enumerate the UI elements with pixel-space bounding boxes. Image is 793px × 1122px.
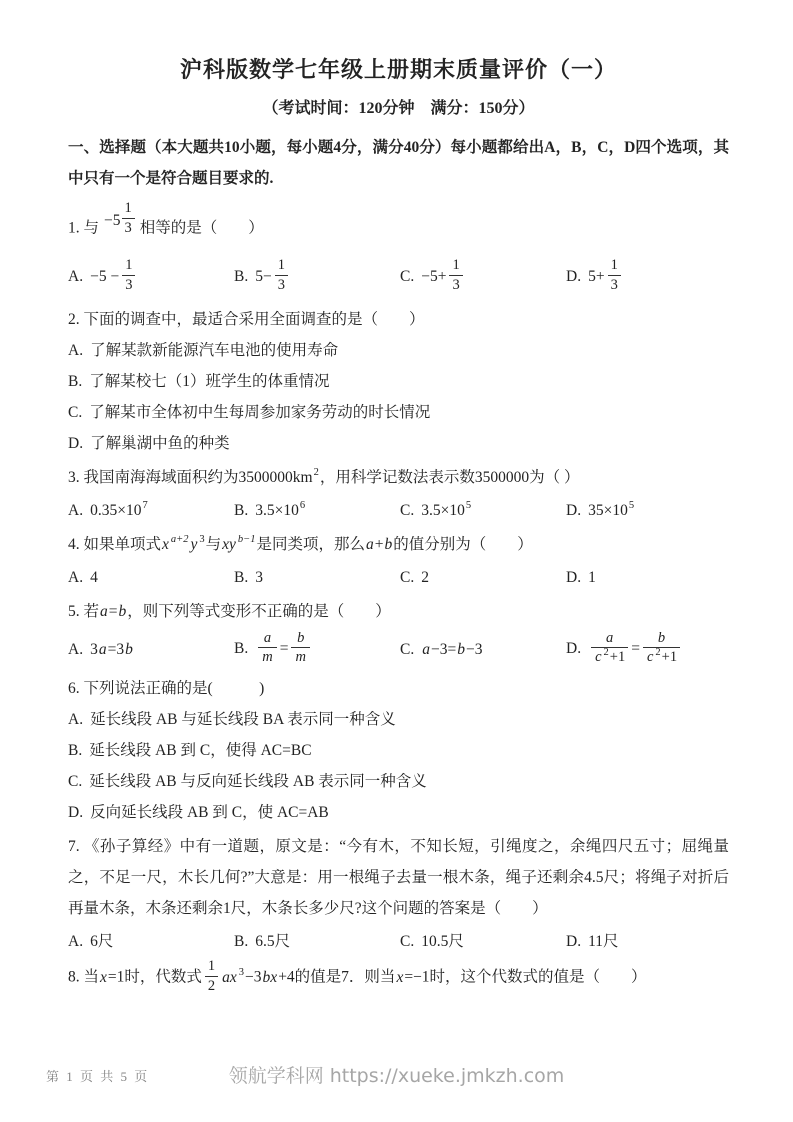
superscript: 3 [238,966,245,978]
question-stem [68,197,729,247]
option-content [90,804,329,821]
math-variable: a [100,602,108,620]
text-segment: 反向延长线段 AB 到 C，使 AC=AB [90,804,329,822]
fraction-numerator [258,630,276,648]
math-variable: x [100,968,107,986]
option-content [89,373,329,390]
option-content [588,569,596,586]
option-label: C. [400,501,415,519]
fraction-denominator: 3 [122,275,135,294]
option-label: B. [234,640,249,658]
page-title: 沪科版数学七年级上册期末质量评价（一） [179,57,617,82]
options [68,926,729,957]
option-content [90,435,230,452]
math-variable: a [422,641,430,659]
option-content [90,342,338,359]
option-label: C. [400,641,415,659]
text-segment: = [108,602,118,620]
text-segment: −5 − [90,268,120,286]
option-content [588,257,624,294]
option-content [255,933,290,950]
text-segment: 延长线段 AB 到 C，使得 AC=BC [89,742,312,760]
option-content [421,641,482,658]
option-label: C. [68,773,83,791]
fraction-denominator: 3 [449,275,462,294]
superscript: 7 [142,499,148,511]
text-segment: ，用科学记数法表示数3500000为（ ） [319,468,580,486]
option-content [588,629,683,666]
math-variable: m [295,649,306,666]
text-segment: 5. 若 [68,602,100,620]
text-segment: 延长线段 AB 与反向延长线段 AB 表示同一种含义 [89,773,427,791]
option [566,926,729,957]
math-variable: ax [222,968,237,986]
section-heading: 一、选择题（本大题共10小题，每小题4分，满分40分）每小题都给出A，B，C，D四个选项，其中只有一个是符合题目要求的. [68,139,729,187]
option [68,428,729,459]
math-variable: a [98,641,107,659]
option-content [421,257,465,294]
option-label: A. [68,341,84,359]
text-segment: =3 [107,641,125,659]
options [68,259,729,295]
fraction-numerator: 1 [452,257,460,274]
option-content [90,499,149,519]
math-variable: b [125,641,133,659]
fraction-numerator [643,630,680,648]
option-label: A. [68,501,84,519]
option-content [255,629,313,666]
option-label: C. [400,568,415,586]
option-label: D. [68,434,84,452]
question-stem [68,462,729,493]
option [566,562,729,593]
option-label: D. [566,268,582,286]
text-segment: 是同类项，那么 [256,535,366,553]
question-stem [68,304,729,335]
text-segment: 35×10 [588,501,628,519]
fraction-denominator [258,647,276,666]
text-segment: 3.5×10 [421,501,465,519]
text-segment: =−1时，这个代数式的值是（ ） [404,968,647,986]
option-content [421,933,464,950]
option [68,335,729,366]
text-segment: 的值分别为（ ） [393,535,533,553]
questions-list [68,197,729,996]
question-stem [68,673,729,704]
option-content [90,641,134,658]
text-segment: = [631,640,640,658]
fraction [291,630,309,666]
question-stem [68,831,729,924]
option-content [255,569,263,586]
fraction-numerator: 1 [610,257,618,274]
text-segment: −3 [465,641,483,659]
question-q3 [68,462,729,526]
option [234,629,400,668]
question-q7 [68,831,729,957]
option-content [421,569,429,586]
fraction [449,257,462,293]
fraction [608,257,621,293]
text-segment: ，则下列等式变形不正确的是（ ） [127,602,391,620]
text-segment: 5+ [588,268,605,286]
option [566,259,729,295]
math-variable: b [118,602,127,620]
option [400,634,566,665]
option [566,495,729,526]
option-label: C. [400,268,415,286]
option [68,735,729,766]
math-variable: bx [262,968,278,986]
option-label: B. [68,742,83,760]
question-stem [68,529,729,560]
math-variable: b [457,641,465,659]
math-variable: xy [222,535,236,553]
math-variable: b [384,535,393,553]
option [68,495,234,526]
option [234,259,400,295]
option [400,259,566,295]
math-variable: a [366,535,374,553]
footer-page-number: 第 1 页 共 5 页 [46,1069,150,1084]
option-label: C. [400,933,415,951]
option-label: B. [234,268,249,286]
text-segment: 4 [90,568,98,586]
fraction [258,630,276,666]
text-segment: 10.5尺 [421,933,464,951]
option-content [90,711,396,728]
text-segment: + [374,535,384,553]
option-label: D. [566,640,582,658]
text-segment: 6. 下列说法正确的是( ) [68,680,265,698]
fraction [122,200,135,236]
superscript: 5 [465,499,472,511]
option [400,495,566,526]
text-segment: 3 [90,641,98,659]
math-variable: m [262,649,273,666]
options [68,495,729,526]
math-variable: c [595,649,602,666]
option-content [89,404,430,421]
text-segment: +1 [609,649,626,666]
question-q6 [68,673,729,828]
options [68,704,729,828]
option-content [255,257,291,294]
question-q2 [68,304,729,459]
mixed-number-whole: −5 [104,211,121,229]
option-content [588,933,618,950]
text-segment: 6.5尺 [255,933,291,951]
text-segment: =1时，代数式 [107,968,202,986]
option-label: C. [68,403,83,421]
option-content [90,257,138,294]
option [400,562,566,593]
options [68,562,729,593]
fraction [205,958,218,994]
text-segment: +1 [661,649,678,666]
option-label: B. [68,372,83,390]
text-segment: 3.5×10 [255,501,299,519]
option [234,562,400,593]
superscript: 2 [655,646,661,658]
math-variable: c [646,649,654,666]
text-segment: 1. 与 [68,219,100,237]
fraction-numerator [291,630,309,648]
text-segment: 8. 当 [68,968,100,986]
fraction-denominator [591,647,628,666]
text-segment: −5+ [421,268,447,286]
option [68,259,234,295]
fraction-numerator: 1 [125,257,133,274]
option-content [421,499,472,519]
fraction-denominator [291,647,309,666]
option [566,629,729,668]
fraction [643,630,680,666]
text-segment: +4的值是7．则当 [278,968,396,986]
fraction-denominator: 3 [608,275,621,294]
text-segment: 11尺 [588,933,619,951]
fraction [122,257,135,293]
superscript: 2 [313,466,319,478]
option-label: D. [566,568,582,586]
option [68,797,729,828]
option [68,766,729,797]
option-label: A. [68,641,84,659]
text-segment: = [279,640,289,658]
mixed-number [104,202,135,238]
superscript: 3 [199,533,205,545]
math-variable: x [162,535,169,553]
text-segment: −3 [245,968,262,986]
option-label: B. [234,933,249,951]
option-content [255,499,306,519]
option-label: D. [566,933,582,951]
option-label: A. [68,268,84,286]
math-variable: b [657,629,666,646]
option-label: A. [68,568,84,586]
option [68,397,729,428]
exam-time-score-subtitle: （考试时间：120分钟 满分：150分） [262,100,535,117]
fraction [591,630,628,666]
option [68,562,234,593]
text-segment: 了解某市全体初中生每周参加家务劳动的时长情况 [89,403,431,421]
text-segment: 延长线段 AB 与延长线段 BA 表示同一种含义 [90,711,396,729]
option [234,926,400,957]
option-label: B. [234,501,249,519]
fraction [275,257,288,293]
text-segment: 了解某校七（1）班学生的体重情况 [89,372,330,390]
option-content [89,773,427,790]
question-q5 [68,596,729,668]
option-label: A. [68,711,84,729]
fraction-denominator: 3 [275,275,288,294]
option-content [89,742,311,759]
watermark-site-link: 领航学科网 https://xueke.jmkzh.com [228,1065,565,1087]
text-segment: 相等的是（ ） [139,219,264,237]
options [68,629,729,668]
option-label: D. [68,804,84,822]
superscript: 6 [299,499,306,511]
fraction-denominator [643,647,680,666]
text-segment: 2. 下面的调查中，最适合采用全面调查的是（ ） [68,310,425,328]
option-label: A. [68,933,84,951]
text-segment: 0.35×10 [90,501,142,519]
option-content [90,933,113,950]
option-label: D. [566,501,582,519]
text-segment: 4. 如果单项式 [68,535,162,553]
superscript: a+2 [170,533,189,545]
fraction-denominator: 2 [205,976,218,995]
math-variable: y [190,535,198,553]
text-segment: 与 [205,535,222,553]
question-q4 [68,529,729,593]
text-segment: 7. 《孙子算经》中有一道题，原文是：“今有木，不知长短，引绳度之，余绳四尺五寸；屈绳量之，不足一尺，木长几何?”大意是：用一根绳子去量一根木条，绳子还剩余4.5尺；将绳子对折后再量木条，木条还剩余1尺，木条长多少尺?这个问题的答案是（ ） [68,838,729,918]
option [68,926,234,957]
option-content [90,569,98,586]
fraction-numerator: 1 [207,958,216,975]
option [234,495,400,526]
option [68,366,729,397]
question-stem [68,960,729,996]
math-variable: b [297,629,305,646]
text-segment: 5− [255,268,272,286]
text-segment: 2 [421,568,429,586]
option [68,634,234,665]
options [68,335,729,459]
fraction-numerator: 1 [124,200,132,216]
text-segment: 1 [588,568,596,586]
fraction-numerator: 1 [277,257,285,274]
text-segment: 3 [255,568,263,586]
option [400,926,566,957]
question-q1 [68,197,729,296]
math-variable: a [263,629,272,646]
math-variable: a [606,629,614,646]
text-segment: 6尺 [90,933,114,951]
text-segment: 了解巢湖中鱼的种类 [90,434,230,452]
text-segment: −3= [430,641,457,659]
fraction-denominator: 3 [122,218,135,237]
text-segment: 3. 我国南海海域面积约为3500000km [68,468,313,486]
text-segment: 了解某款新能源汽车电池的使用寿命 [90,341,339,359]
question-q8 [68,960,729,996]
option [68,704,729,735]
superscript: 2 [603,646,609,658]
option-content [588,499,635,519]
question-stem [68,596,729,627]
fraction-numerator [591,630,628,648]
superscript: b−1 [237,533,256,545]
option-label: B. [234,568,249,586]
math-variable: x [396,968,404,986]
superscript: 5 [628,499,635,511]
